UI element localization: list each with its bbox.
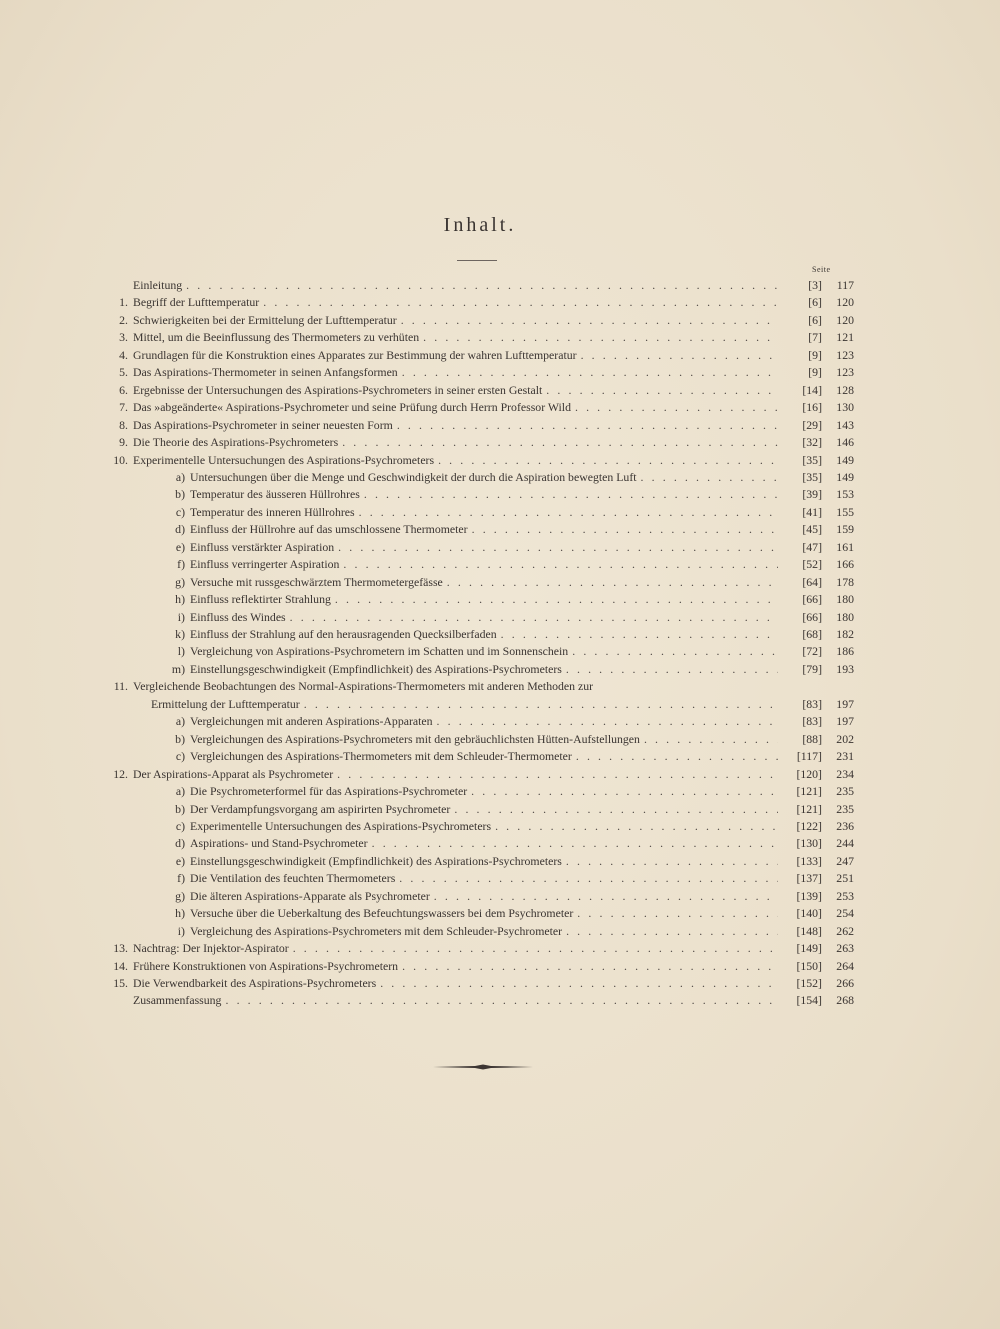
toc-entry-page: 235 bbox=[836, 802, 854, 816]
toc-entry-number: g) bbox=[175, 889, 185, 903]
toc-entry bbox=[104, 992, 780, 1008]
toc-entry-number: 1. bbox=[119, 295, 128, 309]
page-title: Inhalt. bbox=[443, 214, 517, 236]
toc-entry-page: 130 bbox=[836, 400, 854, 414]
toc-entry-title: Der Aspirations-Apparat als Psychrometer bbox=[133, 767, 334, 781]
dot-leader bbox=[342, 434, 778, 450]
toc-entry-bracket-page: [139] bbox=[796, 889, 822, 903]
toc-entry-bracket-page: [148] bbox=[796, 924, 822, 938]
dot-leader bbox=[566, 661, 778, 677]
toc-entry bbox=[166, 626, 780, 642]
toc-entry-number: i) bbox=[177, 924, 185, 938]
toc-entry bbox=[166, 661, 780, 677]
toc-entry-page: 166 bbox=[836, 557, 854, 571]
toc-entry-bracket-page: [52] bbox=[802, 557, 822, 571]
toc-entry-number: c) bbox=[175, 505, 185, 519]
toc-entry-title: Der Verdampfungsvorgang am aspirirten Psychrometer bbox=[190, 802, 451, 816]
toc-entry-bracket-page: [39] bbox=[802, 487, 822, 501]
dot-leader bbox=[501, 626, 778, 642]
toc-entry-bracket-page: [140] bbox=[796, 906, 822, 920]
dot-leader bbox=[581, 347, 778, 363]
dot-leader bbox=[343, 556, 778, 572]
toc-entry bbox=[104, 417, 780, 433]
toc-entry bbox=[166, 486, 780, 502]
toc-entry-number: d) bbox=[175, 836, 185, 850]
toc-entry-bracket-page: [16] bbox=[802, 400, 822, 414]
toc-entry-bracket-page: [149] bbox=[796, 941, 822, 955]
dot-leader bbox=[454, 801, 778, 817]
toc-entry-title: Einstellungsgeschwindigkeit (Empfindlichkeit) des Aspirations-Psychrometers bbox=[190, 854, 562, 868]
toc-entry-page: 120 bbox=[836, 313, 854, 327]
page-column-label: Seite bbox=[812, 265, 831, 274]
toc-entry-title: Grundlagen für die Konstruktion eines Apparates zur Bestimmung der wahren Lufttemperatur bbox=[133, 348, 577, 362]
toc-entry bbox=[104, 434, 780, 450]
toc-entry-page: 121 bbox=[836, 330, 854, 344]
toc-entry bbox=[104, 399, 780, 415]
toc-entry-page: 149 bbox=[836, 453, 854, 467]
toc-entry-bracket-page: [6] bbox=[808, 313, 822, 327]
dot-leader bbox=[437, 713, 778, 729]
toc-entry bbox=[104, 312, 780, 328]
toc-entry bbox=[151, 696, 780, 712]
toc-entry-bracket-page: [83] bbox=[802, 714, 822, 728]
toc-entry-page: 262 bbox=[836, 924, 854, 938]
toc-entry bbox=[104, 940, 780, 956]
toc-entry-title: Einfluss reflektirter Strahlung bbox=[190, 592, 331, 606]
toc-entry-title: Frühere Konstruktionen von Aspirations-Psychrometern bbox=[133, 959, 399, 973]
toc-entry-page: 178 bbox=[836, 575, 854, 589]
toc-entry-number: a) bbox=[175, 784, 185, 798]
dot-leader bbox=[472, 521, 778, 537]
toc-entry bbox=[166, 748, 780, 764]
toc-entry-number: 13. bbox=[113, 941, 128, 955]
toc-entry-number: h) bbox=[175, 906, 185, 920]
toc-entry-bracket-page: [35] bbox=[802, 470, 822, 484]
toc-entry-page: 128 bbox=[836, 383, 854, 397]
toc-entry-title: Vergleichungen des Aspirations-Psychrometers mit den gebräuchlichsten Hütten-Aufstellungen bbox=[190, 732, 640, 746]
toc-entry-title: Die Ventilation des feuchten Thermometers bbox=[190, 871, 396, 885]
toc-entry-page: 234 bbox=[836, 767, 854, 781]
dot-leader bbox=[423, 329, 778, 345]
toc-entry-number: i) bbox=[177, 610, 185, 624]
toc-entry-bracket-page: [6] bbox=[808, 295, 822, 309]
toc-entry-page: 254 bbox=[836, 906, 854, 920]
toc-entry bbox=[166, 923, 780, 939]
toc-entry-title: Die Theorie des Aspirations-Psychrometers bbox=[133, 435, 339, 449]
toc-entry-title: Die Psychrometerformel für das Aspirations-Psychrometer bbox=[190, 784, 468, 798]
toc-entry-number: 6. bbox=[119, 383, 128, 397]
toc-entry-number: f) bbox=[177, 871, 185, 885]
toc-entry-number: l) bbox=[177, 644, 185, 658]
toc-entry bbox=[104, 329, 780, 345]
toc-entry bbox=[166, 574, 780, 590]
toc-entry-page: 149 bbox=[836, 470, 854, 484]
toc-entry-page: 161 bbox=[836, 540, 854, 554]
toc-entry-number: e) bbox=[175, 540, 185, 554]
dot-leader bbox=[438, 452, 778, 468]
toc-entry-page: 231 bbox=[836, 749, 854, 763]
dot-leader bbox=[304, 696, 778, 712]
toc-entry-number: a) bbox=[175, 470, 185, 484]
toc-entry bbox=[104, 766, 780, 782]
toc-entry-number: b) bbox=[175, 802, 185, 816]
toc-entry bbox=[166, 783, 780, 799]
toc-entry-bracket-page: [121] bbox=[796, 784, 822, 798]
toc-entry bbox=[166, 556, 780, 572]
toc-entry-page: 180 bbox=[836, 610, 854, 624]
dot-leader bbox=[293, 940, 778, 956]
toc-entry bbox=[104, 958, 780, 974]
toc-entry-bracket-page: [121] bbox=[796, 802, 822, 816]
toc-entry-page: 186 bbox=[836, 644, 854, 658]
toc-entry-bracket-page: [47] bbox=[802, 540, 822, 554]
toc-entry-page: 197 bbox=[836, 714, 854, 728]
toc-entry-title: Experimentelle Untersuchungen des Aspirations-Psychrometers bbox=[190, 819, 492, 833]
toc-entry-page: 120 bbox=[836, 295, 854, 309]
toc-entry-bracket-page: [45] bbox=[802, 522, 822, 536]
toc-entry bbox=[166, 870, 780, 886]
toc-entry-bracket-page: [32] bbox=[802, 435, 822, 449]
toc-entry-page: 123 bbox=[836, 348, 854, 362]
toc-entry bbox=[166, 643, 780, 659]
dot-leader bbox=[338, 539, 778, 555]
toc-entry-page: 268 bbox=[836, 993, 854, 1007]
toc-entry-bracket-page: [88] bbox=[802, 732, 822, 746]
toc-entry-number: 2. bbox=[119, 313, 128, 327]
dot-leader bbox=[402, 364, 778, 380]
toc-entry-title: Das »abgeänderte« Aspirations-Psychrometer und seine Prüfung durch Herrn Professor Wild bbox=[133, 400, 571, 414]
toc-entry-number: e) bbox=[175, 854, 185, 868]
toc-entry-page: 117 bbox=[836, 278, 854, 292]
toc-entry-number: 4. bbox=[119, 348, 128, 362]
toc-entry-number: 10. bbox=[113, 453, 128, 467]
toc-entry-number: 15. bbox=[113, 976, 128, 990]
toc-entry bbox=[166, 731, 780, 747]
dot-leader bbox=[566, 853, 778, 869]
toc-entry bbox=[104, 452, 780, 468]
toc-entry bbox=[166, 609, 780, 625]
toc-entry-bracket-page: [137] bbox=[796, 871, 822, 885]
dot-leader bbox=[263, 294, 778, 310]
toc-entry-page: 202 bbox=[836, 732, 854, 746]
toc-entry bbox=[166, 713, 780, 729]
toc-entry-number: b) bbox=[175, 732, 185, 746]
toc-entry-number: m) bbox=[171, 662, 185, 676]
toc-entry bbox=[166, 801, 780, 817]
toc-entry-page: 264 bbox=[836, 959, 854, 973]
toc-entry-title: Ergebnisse der Untersuchungen des Aspirations-Psychrometers in seiner ersten Gestalt bbox=[133, 383, 543, 397]
toc-entry-title: Aspirations- und Stand-Psychrometer bbox=[190, 836, 368, 850]
toc-entry-page: 235 bbox=[836, 784, 854, 798]
toc-entry-number: k) bbox=[175, 627, 185, 641]
dot-leader bbox=[402, 958, 778, 974]
dot-leader bbox=[572, 643, 778, 659]
toc-entry bbox=[166, 905, 780, 921]
toc-entry-bracket-page: [130] bbox=[796, 836, 822, 850]
dot-leader bbox=[186, 277, 778, 293]
toc-entry-bracket-page: [3] bbox=[808, 278, 822, 292]
toc-entry-bracket-page: [117] bbox=[796, 749, 822, 763]
toc-entry-bracket-page: [120] bbox=[796, 767, 822, 781]
toc-entry bbox=[166, 853, 780, 869]
toc-entry-title: Vergleichung des Aspirations-Psychrometers mit dem Schleuder-Psychrometer bbox=[190, 924, 563, 938]
toc-entry bbox=[104, 294, 780, 310]
toc-entry-page: 180 bbox=[836, 592, 854, 606]
dot-leader bbox=[401, 312, 778, 328]
toc-entry bbox=[166, 539, 780, 555]
toc-entry bbox=[104, 678, 780, 694]
toc-entry-title: Einfluss verstärkter Aspiration bbox=[190, 540, 335, 554]
toc-entry-title: Experimentelle Untersuchungen des Aspirations-Psychrometers bbox=[133, 453, 435, 467]
toc-entry-title: Untersuchungen über die Menge und Geschwindigkeit der durch die Aspiration bewegten Luft bbox=[190, 470, 637, 484]
toc-entry-page: 197 bbox=[836, 697, 854, 711]
toc-entry-title: Ermittelung der Lufttemperatur bbox=[151, 697, 300, 711]
dot-leader bbox=[380, 975, 778, 991]
toc-entry-title: Die Verwendbarkeit des Aspirations-Psychrometers bbox=[133, 976, 377, 990]
toc-entry-title: Temperatur des äusseren Hüllrohres bbox=[190, 487, 360, 501]
end-ornament bbox=[433, 1064, 533, 1070]
toc-entry-number: 3. bbox=[119, 330, 128, 344]
toc-entry-bracket-page: [41] bbox=[802, 505, 822, 519]
toc-entry-page: 155 bbox=[836, 505, 854, 519]
dot-leader bbox=[641, 469, 778, 485]
dot-leader bbox=[566, 923, 778, 939]
toc-entry-number: c) bbox=[175, 749, 185, 763]
toc-entry-page: 263 bbox=[836, 941, 854, 955]
toc-entry-number: d) bbox=[175, 522, 185, 536]
dot-leader bbox=[397, 417, 778, 433]
dot-leader bbox=[372, 835, 778, 851]
toc-entry-number: g) bbox=[175, 575, 185, 589]
dot-leader bbox=[364, 486, 778, 502]
toc-entry-title: Begriff der Lufttemperatur bbox=[133, 295, 260, 309]
toc-entry bbox=[166, 818, 780, 834]
dot-leader bbox=[290, 609, 778, 625]
toc-entry-number: h) bbox=[175, 592, 185, 606]
toc-entry-number: 9. bbox=[119, 435, 128, 449]
toc-entry-bracket-page: [83] bbox=[802, 697, 822, 711]
toc-entry-page: 253 bbox=[836, 889, 854, 903]
dot-leader bbox=[546, 382, 778, 398]
toc-entry-number: c) bbox=[175, 819, 185, 833]
toc-entry-title: Versuche mit russgeschwärztem Thermometergefässe bbox=[190, 575, 443, 589]
dot-leader bbox=[225, 992, 778, 1008]
toc-entry-title: Temperatur des inneren Hüllrohres bbox=[190, 505, 355, 519]
toc-entry-page: 247 bbox=[836, 854, 854, 868]
toc-entry-bracket-page: [35] bbox=[802, 453, 822, 467]
toc-entry-bracket-page: [68] bbox=[802, 627, 822, 641]
toc-entry bbox=[166, 521, 780, 537]
toc-entry-bracket-page: [122] bbox=[796, 819, 822, 833]
toc-entry-title: Mittel, um die Beeinflussung des Thermometers zu verhüten bbox=[133, 330, 420, 344]
toc-entry-page: 251 bbox=[836, 871, 854, 885]
toc-entry-page: 143 bbox=[836, 418, 854, 432]
dot-leader bbox=[359, 504, 778, 520]
toc-entry-title: Die älteren Aspirations-Apparate als Psychrometer bbox=[190, 889, 430, 903]
toc-entry bbox=[104, 364, 780, 380]
toc-entry-title: Nachtrag: Der Injektor-Aspirator bbox=[133, 941, 289, 955]
toc-entry bbox=[104, 277, 780, 293]
toc-entry-bracket-page: [79] bbox=[802, 662, 822, 676]
toc-entry-title: Einfluss der Hüllrohre auf das umschlossene Thermometer bbox=[190, 522, 468, 536]
toc-entry-page: 236 bbox=[836, 819, 854, 833]
toc-entry-page: 193 bbox=[836, 662, 854, 676]
toc-entry-page: 266 bbox=[836, 976, 854, 990]
toc-entry-number: 14. bbox=[113, 959, 128, 973]
dot-leader bbox=[337, 766, 778, 782]
toc-entry bbox=[104, 975, 780, 991]
toc-entry bbox=[166, 469, 780, 485]
toc-entry-title: Vergleichende Beobachtungen des Normal-Aspirations-Thermometers mit anderen Methoden zur bbox=[133, 679, 594, 693]
dot-leader bbox=[575, 399, 778, 415]
dot-leader bbox=[577, 905, 778, 921]
toc-entry-title: Einfluss des Windes bbox=[190, 610, 286, 624]
dot-leader bbox=[576, 748, 778, 764]
toc-entry bbox=[166, 504, 780, 520]
toc-entry-bracket-page: [9] bbox=[808, 348, 822, 362]
toc-entry-bracket-page: [64] bbox=[802, 575, 822, 589]
toc-entry-title: Vergleichungen des Aspirations-Thermometers mit dem Schleuder-Thermometer bbox=[190, 749, 572, 763]
toc-entry-page: 244 bbox=[836, 836, 854, 850]
toc-entry-title: Schwierigkeiten bei der Ermittelung der Lufttemperatur bbox=[133, 313, 397, 327]
toc-entry-bracket-page: [154] bbox=[796, 993, 822, 1007]
toc-entry-title: Einstellungsgeschwindigkeit (Empfindlichkeit) des Aspirations-Psychrometers bbox=[190, 662, 562, 676]
toc-entry-bracket-page: [152] bbox=[796, 976, 822, 990]
toc-entry-bracket-page: [133] bbox=[796, 854, 822, 868]
toc-entry-title: Einleitung bbox=[133, 278, 183, 292]
toc-entry-page: 123 bbox=[836, 365, 854, 379]
dot-leader bbox=[335, 591, 778, 607]
dot-leader bbox=[434, 888, 778, 904]
toc-entry-bracket-page: [29] bbox=[802, 418, 822, 432]
dot-leader bbox=[447, 574, 778, 590]
toc-entry bbox=[166, 888, 780, 904]
dot-leader bbox=[644, 731, 778, 747]
toc-entry bbox=[104, 347, 780, 363]
toc-entry-page: 146 bbox=[836, 435, 854, 449]
toc-entry-page: 153 bbox=[836, 487, 854, 501]
toc-entry-bracket-page: [150] bbox=[796, 959, 822, 973]
dot-leader bbox=[495, 818, 778, 834]
toc-entry bbox=[166, 591, 780, 607]
toc-entry-number: b) bbox=[175, 487, 185, 501]
toc-entry-bracket-page: [14] bbox=[802, 383, 822, 397]
toc-entry-bracket-page: [9] bbox=[808, 365, 822, 379]
toc-entry-title: Das Aspirations-Psychrometer in seiner neuesten Form bbox=[133, 418, 393, 432]
toc-entry-page: 182 bbox=[836, 627, 854, 641]
toc-entry bbox=[104, 382, 780, 398]
toc-entry-number: a) bbox=[175, 714, 185, 728]
toc-entry-number: 12. bbox=[113, 767, 128, 781]
toc-entry-title: Einfluss der Strahlung auf den herausragenden Quecksilberfaden bbox=[190, 627, 497, 641]
toc-entry-title: Zusammenfassung bbox=[133, 993, 222, 1007]
toc-entry-title: Das Aspirations-Thermometer in seinen Anfangsformen bbox=[133, 365, 398, 379]
toc-entry-title: Versuche über die Ueberkaltung des Befeuchtungswassers bei dem Psychrometer bbox=[190, 906, 574, 920]
dot-leader bbox=[471, 783, 778, 799]
toc-entry-number: 8. bbox=[119, 418, 128, 432]
toc-entry-number: 11. bbox=[113, 679, 128, 693]
toc-entry-bracket-page: [72] bbox=[802, 644, 822, 658]
toc-entry-number: f) bbox=[177, 557, 185, 571]
toc-entry-number: 7. bbox=[119, 400, 128, 414]
toc-entry-number: 5. bbox=[119, 365, 128, 379]
toc-entry-bracket-page: [7] bbox=[808, 330, 822, 344]
toc-entry-title: Einfluss verringerter Aspiration bbox=[190, 557, 340, 571]
toc-entry-bracket-page: [66] bbox=[802, 592, 822, 606]
toc-entry bbox=[166, 835, 780, 851]
dot-leader bbox=[399, 870, 778, 886]
toc-entry-title: Vergleichungen mit anderen Aspirations-Apparaten bbox=[190, 714, 433, 728]
toc-entry-page: 159 bbox=[836, 522, 854, 536]
toc-entry-title: Vergleichung von Aspirations-Psychrometern im Schatten und im Sonnenschein bbox=[190, 644, 569, 658]
toc-entry-bracket-page: [66] bbox=[802, 610, 822, 624]
